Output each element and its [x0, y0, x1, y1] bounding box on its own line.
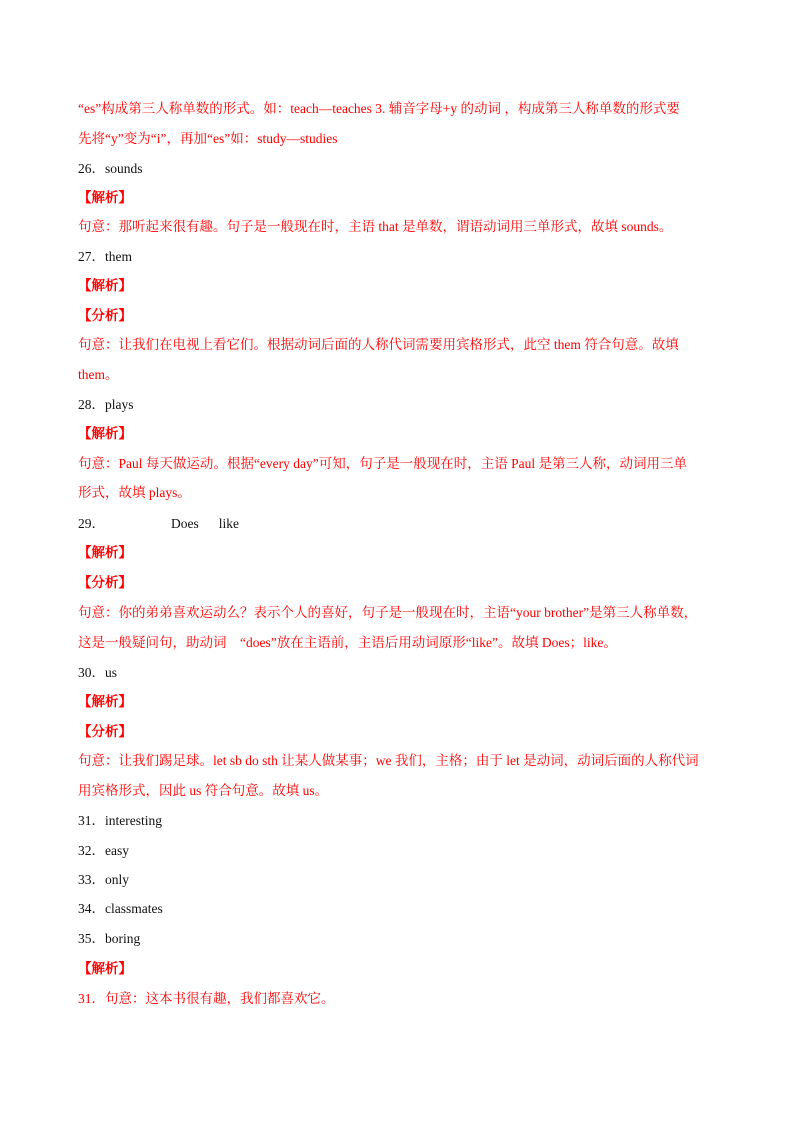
explanation-line: 形式，故填 plays。 — [78, 485, 191, 500]
explanation-line: 用宾格形式，因此 us 符合句意。故填 us。 — [78, 783, 329, 798]
answer-33: 33．only — [78, 872, 130, 887]
fenxi-heading: 【分析】 — [78, 308, 132, 323]
jiexi-heading: 【解析】 — [78, 426, 132, 441]
explanation-line: 这是一般疑问句，助动词 “does”放在主语前，主语后用动词原形“like”。故填 Does；like。 — [78, 635, 617, 650]
explanation-line: them。 — [78, 367, 119, 382]
explanation-line: 句意：你的弟弟喜欢运动么？表示个人的喜好，句子是一般现在时，主语“your brother”是第三人称单数， — [78, 605, 698, 620]
explanation-line: 31．句意：这本书很有趣，我们都喜欢它。 — [78, 991, 335, 1006]
answer-28: 28．plays — [78, 397, 134, 412]
answer-word: like — [218, 516, 239, 531]
answer-29 — [78, 515, 728, 533]
jiexi-heading: 【解析】 — [78, 278, 132, 293]
explanation-line: “es”构成第三人称单数的形式。如：teach—teaches 3. 辅音字母+y 的动词 ，构成第三人称单数的形式要 — [78, 101, 680, 116]
jiexi-heading: 【解析】 — [78, 190, 132, 205]
answer-word: Does — [171, 516, 199, 531]
explanation-line: 句意：让我们踢足球。let sb do sth 让某人做某事；we 我们，主格；由于 let 是动词，动词后面的人称代词 — [78, 753, 699, 768]
fenxi-heading: 【分析】 — [78, 575, 132, 590]
jiexi-heading: 【解析】 — [78, 694, 132, 709]
answer-31: 31．interesting — [78, 813, 162, 828]
jiexi-heading: 【解析】 — [78, 545, 132, 560]
answer-number: 29． — [78, 516, 105, 531]
answer-30: 30．us — [78, 665, 118, 680]
fenxi-heading: 【分析】 — [78, 724, 132, 739]
explanation-line: 先将“y”变为“i”，再加“es”如：study—studies — [78, 131, 338, 146]
jiexi-heading: 【解析】 — [78, 961, 132, 976]
explanation-line: 句意：那听起来很有趣。句子是一般现在时，主语 that 是单数，谓语动词用三单形式，故填 sounds。 — [78, 219, 673, 234]
answer-26: 26．sounds — [78, 161, 143, 176]
explanation-line: 句意：Paul 每天做运动。根据“every day”可知，句子是一般现在时，主语 Paul 是第三人称，动词用三单 — [78, 456, 687, 471]
answer-32: 32．easy — [78, 843, 129, 858]
answer-34: 34．classmates — [78, 901, 163, 916]
explanation-line: 句意：让我们在电视上看它们。根据动词后面的人称代词需要用宾格形式，此空 them 符合句意。故填 — [78, 337, 679, 352]
answer-27: 27．them — [78, 249, 132, 264]
answer-35: 35．boring — [78, 931, 141, 946]
